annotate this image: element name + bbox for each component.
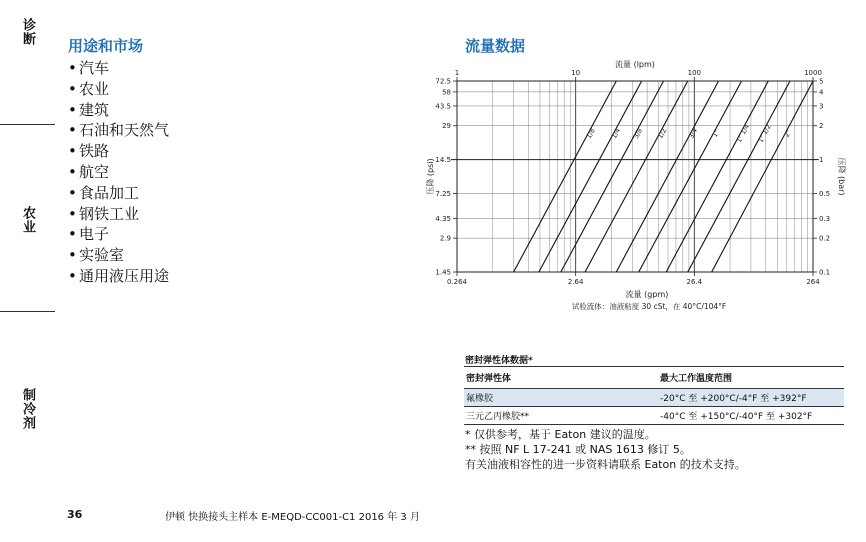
list-item: • 实验室	[68, 246, 125, 265]
y-tick-label: 1.45	[435, 268, 451, 277]
series-line	[639, 81, 742, 272]
seal-table	[464, 366, 844, 425]
series-label: 3/8	[632, 127, 645, 141]
side-tab-agriculture[interactable]: 农业	[20, 206, 35, 234]
x-tick-label: 264	[806, 278, 820, 286]
x-axis-label-bottom: 流量 (gpm)	[625, 290, 669, 299]
x-tick-label: 26.4	[686, 278, 703, 286]
usage-list	[68, 58, 169, 287]
x-tick-label: 1000	[804, 69, 822, 77]
x-tick-label: 2.64	[567, 278, 584, 286]
y-tick-label: 43.5	[435, 102, 451, 111]
list-item: • 石油和天然气	[68, 121, 170, 140]
y-tick-label-right: 1	[819, 156, 824, 165]
list-item: • 食品加工	[68, 183, 140, 202]
footnote: 有关油液相容性的进一步资料请联系 Eaton 的技术支持。	[465, 458, 746, 471]
series-label: 2"	[782, 128, 794, 139]
list-item: • 汽车	[68, 59, 110, 77]
y-tick-label-right: 0.5	[819, 189, 831, 198]
y-tick-label: 58	[442, 88, 451, 97]
series-line	[561, 81, 664, 272]
side-divider	[0, 124, 55, 125]
y-tick-label-right: 3	[819, 102, 824, 111]
series-label: 1/4	[610, 127, 623, 141]
series-line	[712, 81, 813, 272]
side-divider	[0, 311, 55, 312]
footnote: ** 按照 NF L 17-241 或 NAS 1613 修订 5。	[465, 443, 691, 456]
list-item: • 钢铁工业	[68, 204, 140, 223]
y-axis-label-left: 压降 (psi)	[426, 158, 435, 195]
list-item: • 建筑	[68, 100, 110, 119]
y-tick-label: 72.5	[435, 77, 451, 86]
seal-table-title: 密封弹性体数据*	[465, 356, 533, 366]
list-item: • 航空	[68, 162, 110, 181]
footnote: * 仅供参考，基于 Eaton 建议的温度。	[465, 428, 656, 441]
y-tick-label-right: 2	[819, 122, 824, 131]
x-axis-label-top: 流量 (lpm)	[615, 60, 655, 69]
x-tick-label: 100	[687, 69, 702, 77]
y-tick-label: 14.5	[435, 156, 451, 165]
y-tick-label: 29	[442, 122, 451, 131]
plot-frame	[457, 81, 813, 272]
y-axis-label-right: 压降 (bar)	[837, 157, 846, 196]
series-label: 3/4	[687, 127, 700, 141]
y-tick-label-right: 0.2	[819, 234, 831, 243]
y-tick-label: 7.25	[435, 189, 451, 198]
table-row	[464, 389, 844, 407]
side-tab-refrigerant[interactable]: 制冷剂	[20, 388, 35, 430]
page-footer: 伊顿 快换接头主样本 E-MEQD-CC001-C1 2016 年 3 月	[165, 512, 420, 523]
flow-chart	[415, 52, 855, 314]
y-tick-label-right: 0.1	[819, 268, 831, 277]
y-tick-label-right: 5	[819, 77, 824, 86]
y-tick-label: 4.35	[435, 214, 451, 223]
list-item: • 农业	[68, 79, 110, 98]
series-label: 1" 1/2	[756, 122, 773, 145]
list-item: • 通用液压用途	[68, 266, 170, 285]
series-label: 1/2	[656, 127, 669, 141]
table-cell: -20°C 至 +200°C/-4°F 至 +392°F	[658, 389, 844, 407]
page-number: 36	[67, 508, 83, 521]
y-tick-label: 2.9	[439, 234, 451, 243]
y-tick-label-right: 0.3	[819, 214, 831, 223]
chart-caption: 试验流体：油液粘度 30 cSt，在 40°C/104°F	[571, 302, 727, 311]
side-tab-diagnostics[interactable]: 诊断	[20, 18, 35, 46]
x-tick-label: 0.264	[446, 278, 468, 286]
series-label: 1" 1/4	[734, 122, 752, 145]
usage-title: 用途和市场	[68, 37, 144, 55]
series-label: 1"	[710, 128, 722, 139]
list-item: • 铁路	[68, 142, 110, 161]
x-tick-label: 10	[571, 69, 581, 77]
flow-title: 流量数据	[465, 37, 526, 55]
x-tick-label: 1	[454, 69, 460, 77]
table-row	[464, 407, 844, 425]
table-cell: 氟橡胶	[464, 389, 658, 407]
list-item: • 电子	[68, 225, 110, 244]
footnotes	[465, 427, 746, 472]
table-cell: 三元乙丙橡胶**	[464, 407, 658, 425]
y-tick-label-right: 4	[819, 88, 824, 97]
series-line	[539, 81, 645, 272]
column-header: 密封弹性体	[464, 367, 658, 389]
column-header: 最大工作温度范围	[658, 367, 844, 389]
series-label: 1/8	[584, 127, 597, 141]
series-line	[666, 81, 768, 272]
table-cell: -40°C 至 +150°C/-40°F 至 +302°F	[658, 407, 844, 425]
